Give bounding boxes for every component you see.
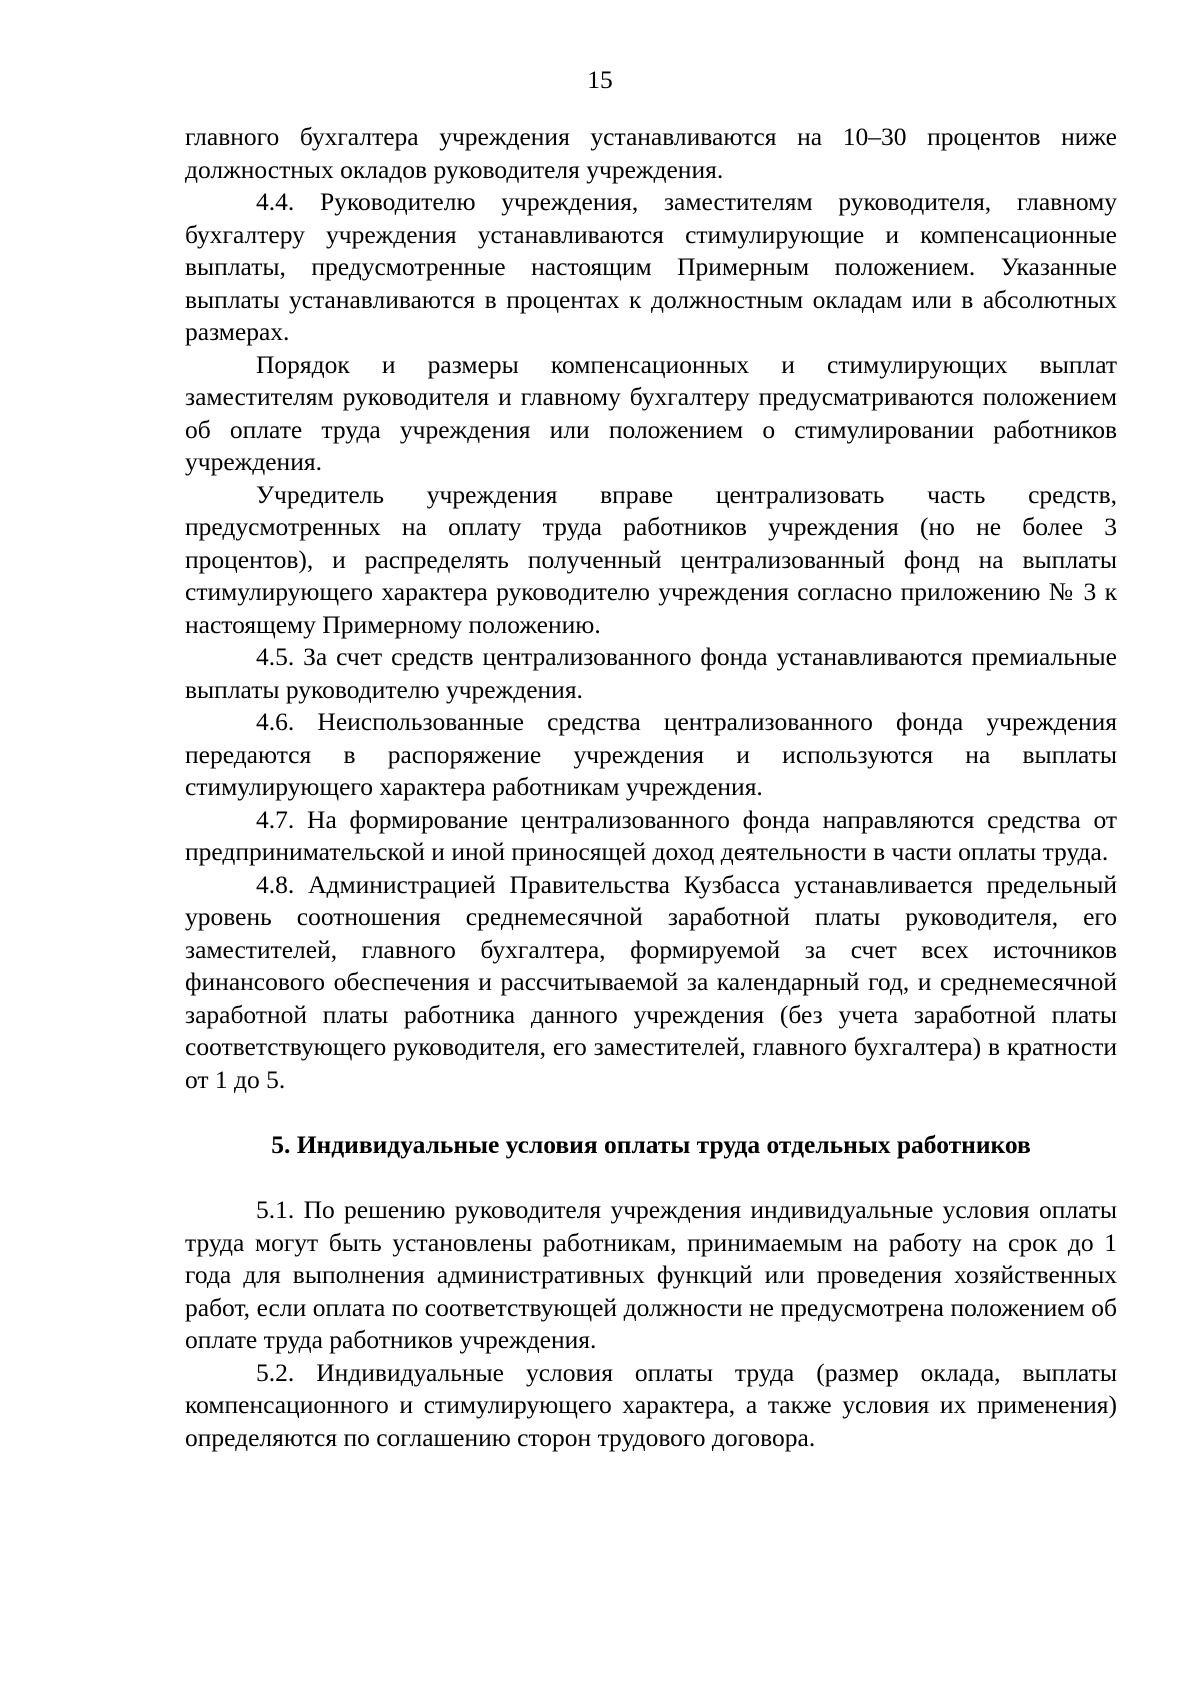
paragraph-continuation: главного бухгалтера учреждения устанавливаются на 10–30 процентов ниже должностных окладов руководителя учреждения. <box>185 122 1117 184</box>
paragraph-deputies-payments: Порядок и размеры компенсационных и стимулирующих выплат заместителям руководителя и главному бухгалтеру предусматриваются положением об оплате труда учреждения или положением о стимулировании работников учреждения. <box>185 349 1117 476</box>
paragraph-4-5: 4.5. За счет средств централизованного фонда устанавливаются премиальные выплаты руководителю учреждения. <box>185 642 1117 704</box>
paragraph-4-6: 4.6. Неиспользованные средства централизованного фонда учреждения передаются в распоряжение учреждения и используются на выплаты стимулирующего характера работникам учреждения. <box>185 707 1117 801</box>
paragraphs-after-heading <box>185 1194 1117 1454</box>
paragraph-4-4: 4.4. Руководителю учреждения, заместителям руководителя, главному бухгалтеру учреждения устанавливаются стимулирующие и компенсационные выплаты, предусмотренные настоящим Примерным положением. Указанные выплаты устанавливаются в процентах к должностным окладам или в абсолютных размерах. <box>185 187 1117 346</box>
page-content <box>185 121 1117 1454</box>
paragraph-5-2: 5.2. Индивидуальные условия оплаты труда (размер оклада, выплаты компенсационного и стимулирующего характера, а также условия их применения) определяются по соглашению сторон трудового договора. <box>185 1357 1117 1452</box>
paragraph-centralized-fund: Учредитель учреждения вправе централизовать часть средств, предусмотренных на оплату труда работников учреждения (но не более 3 процентов), и распределять полученный централизованный фонд на выплаты стимулирующего характера руководителю учреждения согласно приложению № 3 к настоящему Примерному положению. <box>185 479 1117 639</box>
section-heading: 5. Индивидуальные условия оплаты труда отдельных работников <box>271 1130 1031 1159</box>
paragraph-5-1: 5.1. По решению руководителя учреждения индивидуальные условия оплаты труда могут быть установлены работникам, принимаемым на работу на срок до 1 года для выполнения административных функций или проведения хозяйственных работ, если оплата по соответствующей должности не предусмотрена положением об оплате труда работников учреждения. <box>185 1195 1117 1354</box>
paragraph-4-7: 4.7. На формирование централизованного фонда направляются средства от предпринимательской и иной приносящей доход деятельности в части оплаты труда. <box>185 804 1117 866</box>
page-number: 15 <box>587 65 613 94</box>
paragraphs-before-heading <box>185 121 1117 1096</box>
paragraph-4-8: 4.8. Администрацией Правительства Кузбасса устанавливается предельный уровень соотношения среднемесячной заработной платы руководителя, его заместителей, главного бухгалтера, формируемой за счет всех источников финансового обеспечения и рассчитываемой за календарный год, и среднемесячной заработной платы работника данного учреждения (без учета заработной платы соответствующего руководителя, его заместителей, главного бухгалтера) в кратности от 1 до 5. <box>185 869 1117 1094</box>
